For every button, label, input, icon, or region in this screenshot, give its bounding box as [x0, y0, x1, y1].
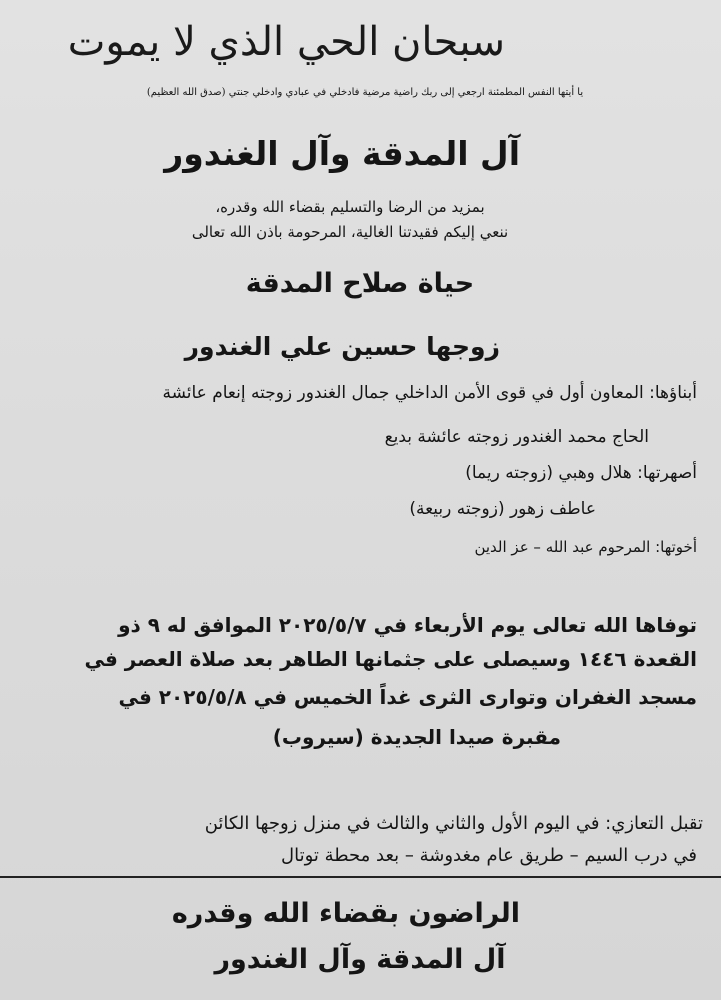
family-title: آل المدقة وآل الغندور	[164, 134, 520, 173]
sons-line-2: الحاج محمد الغندور زوجته عائشة بديع	[384, 427, 649, 447]
inlaws-line-1: أصهرتها: هلال وهبي (زوجته ريما)	[465, 463, 697, 483]
closing-line-1: الراضون بقضاء الله وقدره	[171, 898, 520, 929]
death-notice-line-2: القعدة ١٤٤٦ وسيصلى على جثمانها الطاهر بعد صلاة العصر في	[84, 647, 697, 671]
sisters-line: أخوتها: المرحوم عبد الله – عز الدين	[474, 538, 697, 556]
closing-line-2: آل المدقة وآل الغندور	[214, 944, 506, 975]
inlaws-line-2: عاطف زهور (زوجته ربيعة)	[409, 499, 596, 519]
death-notice-line-1: توفاها الله تعالى يوم الأربعاء في ٢٠٢٥/٥/٧ الموافق له ٩ ذو	[118, 613, 697, 637]
deceased-name: حياة صلاح المدقة	[245, 268, 475, 299]
death-notice-line-3: مسجد الغفران وتوارى الثرى غداً الخميس في ٢٠٢٥/٥/٨ في	[118, 685, 697, 709]
sons-line-1: أبناؤها: المعاون أول في قوى الأمن الداخلي جمال الغندور زوجته إنعام عائشة	[162, 383, 697, 403]
intro-line-2: ننعي إليكم فقيدتنا الغالية، المرحومة باذن الله تعالى	[191, 223, 509, 241]
quran-verse: يا أيتها النفس المطمئنة ارجعي إلى ربك راضية مرضية فادخلي في عبادي وادخلي جنتي (صدق الله العظيم)	[146, 87, 584, 98]
intro-line-1: بمزيد من الرضا والتسليم بقضاء الله وقدره،	[215, 198, 485, 216]
death-notice-line-4: مقبرة صيدا الجديدة (سيروب)	[272, 725, 561, 749]
divider-line	[0, 876, 721, 878]
condolences-line-2: في درب السيم – طريق عام مغدوشة – بعد محطة توتال	[281, 845, 697, 866]
husband-name: زوجها حسين علي الغندور	[184, 332, 500, 361]
condolences-line-1: تقبل التعازي: في اليوم الأول والثاني والثالث في منزل زوجها الكائن	[204, 813, 703, 834]
calligraphy-heading: سبحان الحي الذي لا يموت	[67, 19, 505, 65]
